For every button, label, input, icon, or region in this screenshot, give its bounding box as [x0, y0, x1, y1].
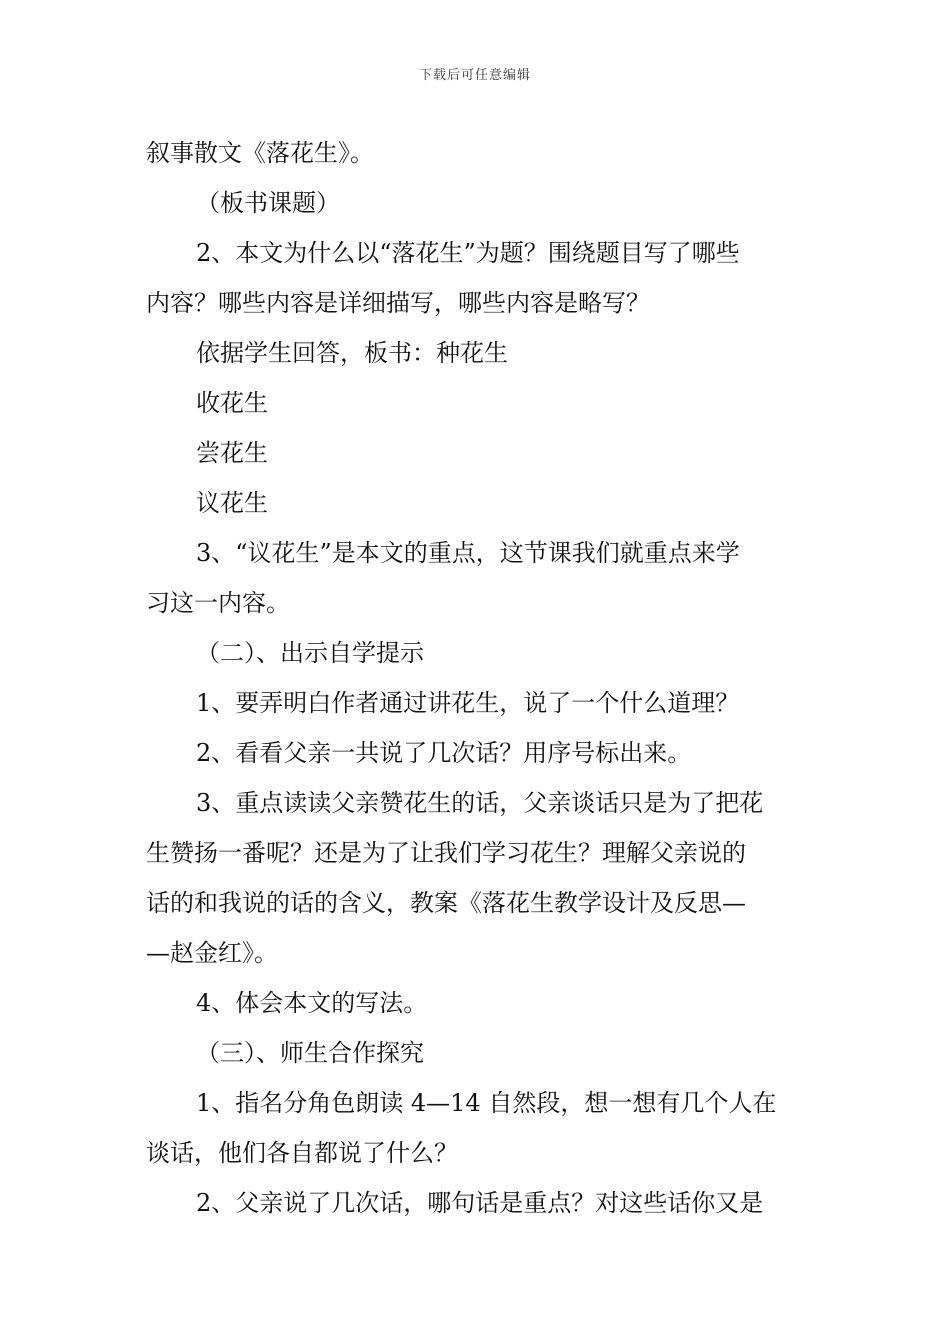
text-line: 话的和我说的话的含义，教案《落花生教学设计及反思— [146, 889, 746, 917]
document-body [146, 128, 808, 1228]
text-line: 3、“议花生”是本文的重点，这节课我们就重点来学 [196, 539, 740, 567]
text-line: —赵金红》。 [146, 939, 278, 967]
text-line: 3、重点读读父亲赞花生的话，父亲谈话只是为了把花 [196, 789, 764, 817]
text-line: 1、指名分角色朗读 4—14 自然段，想一想有几个人在 [196, 1089, 777, 1117]
text-line: 2、看看父亲一共说了几次话？用序号标出来。 [196, 739, 692, 767]
text-line: 谈话，他们各自都说了什么？ [146, 1139, 458, 1167]
page-header: 下载后可任意编辑 [418, 68, 531, 83]
text-line: （三）、师生合作探究 [196, 1039, 424, 1067]
text-line: 叙事散文《落花生》。 [146, 139, 374, 167]
text-line: 收花生 [196, 389, 268, 417]
text-line: 依据学生回答，板书：种花生 [196, 339, 508, 367]
text-line: 4、体会本文的写法。 [196, 989, 428, 1017]
text-line: 内容？哪些内容是详细描写，哪些内容是略写？ [146, 289, 650, 317]
text-line: 2、本文为什么以“落花生”为题？围绕题目写了哪些 [196, 239, 740, 267]
text-line: （板书课题） [196, 189, 340, 217]
text-line: 1、要弄明白作者通过讲花生，说了一个什么道理？ [196, 689, 740, 717]
text-line: 生赞扬一番呢？还是为了让我们学习花生？理解父亲说的 [146, 839, 746, 867]
text-line: （二）、出示自学提示 [196, 639, 424, 667]
text-line: 2、父亲说了几次话，哪句话是重点？对这些话你又是 [196, 1189, 764, 1217]
text-line: 尝花生 [196, 439, 268, 467]
text-line: 议花生 [196, 489, 268, 517]
text-line: 习这一内容。 [146, 589, 290, 617]
